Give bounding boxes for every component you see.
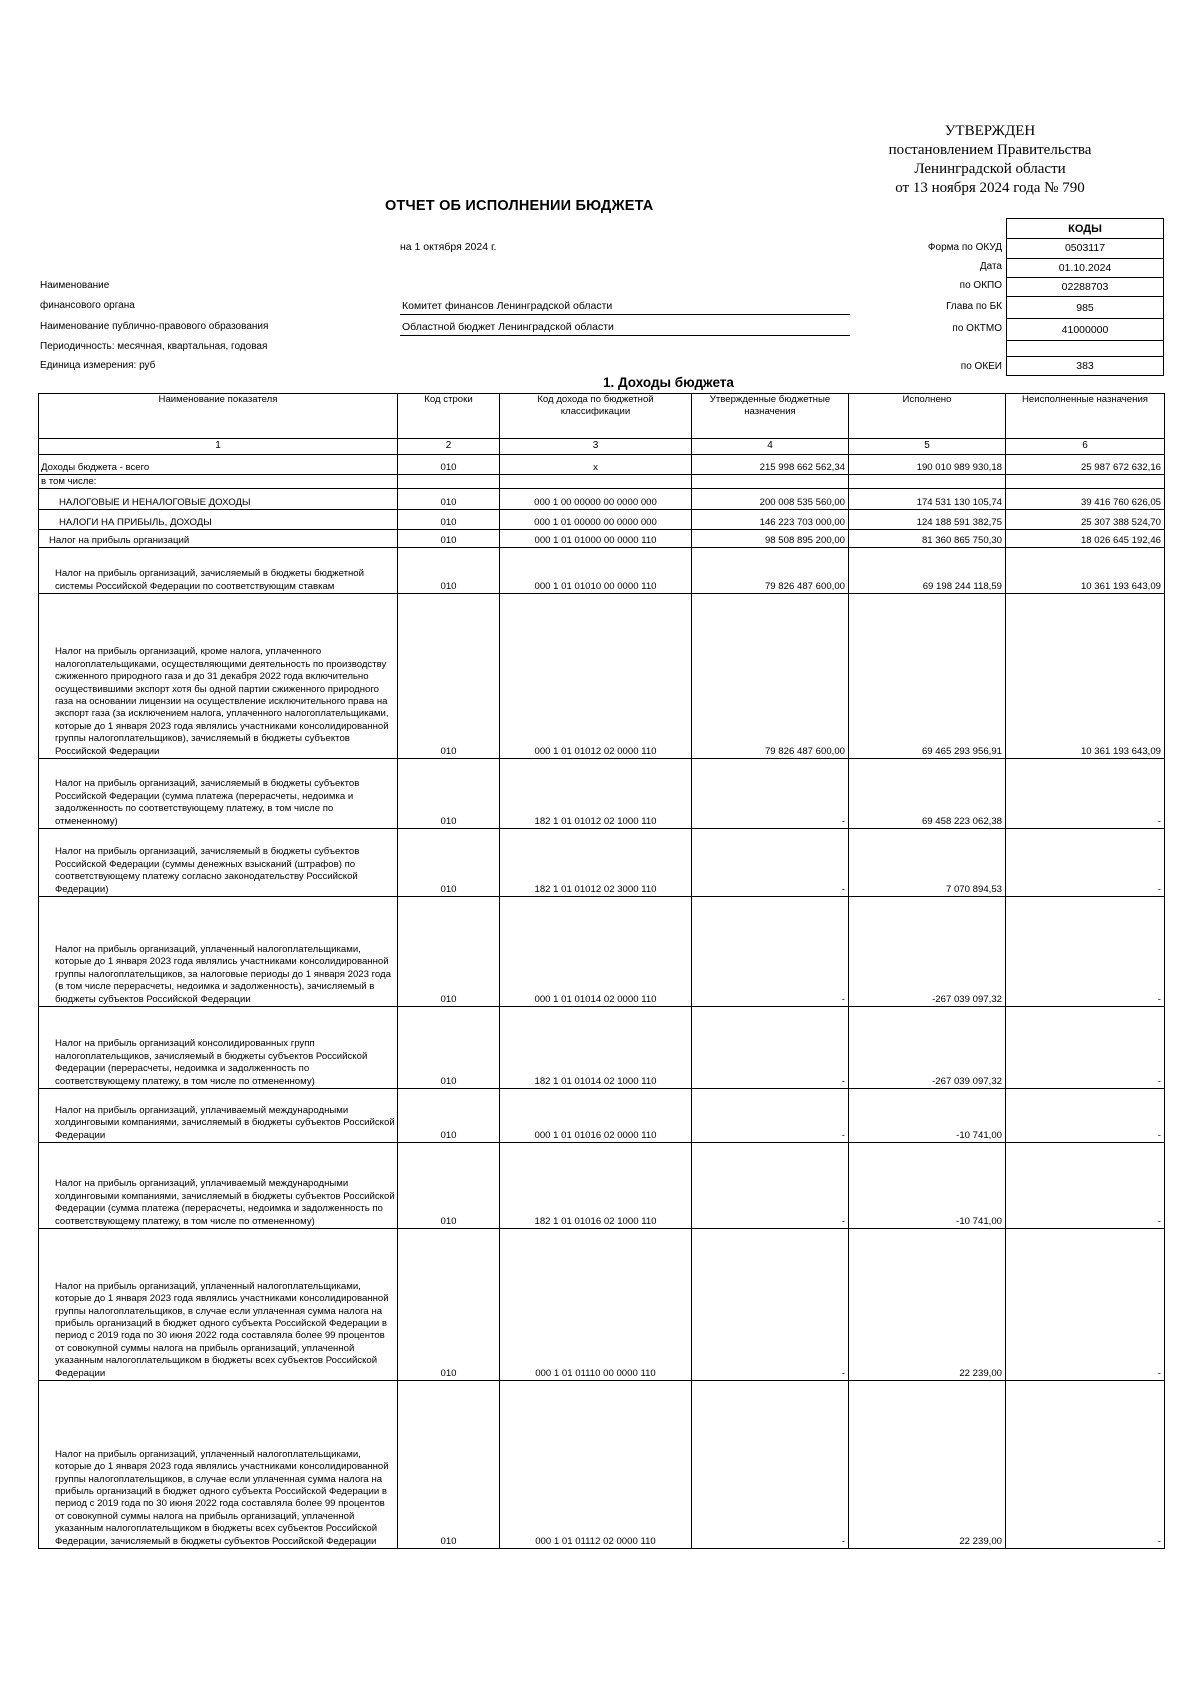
cell-code: 000 1 01 01012 02 0000 110 <box>500 594 692 759</box>
cell-line: 010 <box>398 759 500 829</box>
label-okud: Форма по ОКУД <box>927 242 1002 253</box>
col-header-unexecuted: Неисполненные назначения <box>1006 394 1165 439</box>
cell-approved: - <box>692 1143 849 1229</box>
cell-code: 000 1 01 01110 00 0000 110 <box>500 1229 692 1381</box>
cell-line: 010 <box>398 1381 500 1549</box>
codes-header: КОДЫ <box>1006 218 1164 239</box>
cell-approved: 215 998 662 562,34 <box>692 455 849 475</box>
cell-executed: 69 465 293 956,91 <box>849 594 1006 759</box>
cell-name: в том числе: <box>39 475 398 489</box>
table-row <box>39 1381 1165 1549</box>
cell-name: Налог на прибыль организаций <box>39 530 398 548</box>
label-glava-bk: Глава по БК <box>946 301 1002 312</box>
cell-line: 010 <box>398 897 500 1007</box>
cell-executed: 174 531 130 105,74 <box>849 489 1006 510</box>
cell-name: Налог на прибыль организаций, зачисляемый в бюджеты субъектов Российской Федерации (сумма платежа (перерасчеты, недоимка и задолженность по соответствующему платежу, в том числе по отмененному) <box>39 759 398 829</box>
table-header-row <box>39 394 1165 439</box>
codes-box <box>1006 238 1164 376</box>
approval-line-2: постановлением Правительства <box>888 142 1092 158</box>
cell-name: Налог на прибыль организаций, уплаченный налогоплательщиками, которые до 1 января 2023 года являлись участниками консолидированной группы налогоплательщиков, в случае если уплаченная сумма налога на прибыль организаций в бюджет одного субъекта Российской Федерации в период с 2019 года по 30 июня 2022 года составляла более 99 процентов от совокупной суммы налога на прибыль организаций, уплаченной указанным налогоплательщиком в бюджеты всех субъектов Российской Федерации <box>39 1229 398 1381</box>
cell-approved: - <box>692 1229 849 1381</box>
report-date: на 1 октября 2024 г. <box>400 241 497 253</box>
cell-line: 010 <box>398 594 500 759</box>
table-row <box>39 1007 1165 1089</box>
cell-unexecuted: - <box>1006 1381 1165 1549</box>
cell-code: x <box>500 455 692 475</box>
approval-line-3: Ленинградской области <box>914 161 1066 177</box>
cell-unexecuted: - <box>1006 1007 1165 1089</box>
cell-line: 010 <box>398 829 500 897</box>
cell-unexecuted <box>1006 475 1165 489</box>
cell-code: 182 1 01 01014 02 1000 110 <box>500 1007 692 1089</box>
unit-of-measure: Единица измерения: руб <box>40 360 156 371</box>
cell-approved: 98 508 895 200,00 <box>692 530 849 548</box>
cell-unexecuted: 10 361 193 643,09 <box>1006 548 1165 594</box>
cell-name: НАЛОГОВЫЕ И НЕНАЛОГОВЫЕ ДОХОДЫ <box>39 489 398 510</box>
cell-approved: - <box>692 829 849 897</box>
pub-entity-underline <box>400 335 850 336</box>
table-row <box>39 530 1165 548</box>
cell-approved: 79 826 487 600,00 <box>692 594 849 759</box>
cell-line: 010 <box>398 530 500 548</box>
cell-code <box>500 475 692 489</box>
code-glava-bk: 985 <box>1007 296 1163 319</box>
cell-unexecuted: - <box>1006 1143 1165 1229</box>
col-num: 6 <box>1006 439 1165 455</box>
cell-executed: -10 741,00 <box>849 1143 1006 1229</box>
table-row <box>39 548 1165 594</box>
cell-line: 010 <box>398 455 500 475</box>
cell-unexecuted: 39 416 760 626,05 <box>1006 489 1165 510</box>
cell-code: 182 1 01 01012 02 3000 110 <box>500 829 692 897</box>
cell-executed: -267 039 097,32 <box>849 897 1006 1007</box>
cell-executed <box>849 475 1006 489</box>
cell-approved: - <box>692 897 849 1007</box>
label-oktmo: по ОКТМО <box>952 323 1002 334</box>
cell-name: Доходы бюджета - всего <box>39 455 398 475</box>
code-oktmo: 41000000 <box>1007 318 1163 341</box>
name-label-2: финансового органа <box>40 300 135 311</box>
column-number-row <box>39 439 1165 455</box>
cell-name: Налог на прибыль организаций, зачисляемый в бюджеты субъектов Российской Федерации (суммы денежных взысканий (штрафов) по соответствующему платежу согласно законодательству Российской Федерации) <box>39 829 398 897</box>
label-okei: по ОКЕИ <box>960 361 1002 372</box>
cell-approved: - <box>692 1007 849 1089</box>
cell-executed: 22 239,00 <box>849 1229 1006 1381</box>
cell-executed: 22 239,00 <box>849 1381 1006 1549</box>
pub-entity-value: Областной бюджет Ленинградской области <box>402 321 614 333</box>
table-row <box>39 489 1165 510</box>
table-row <box>39 1089 1165 1143</box>
cell-name: Налог на прибыль организаций, кроме налога, уплаченного налогоплательщиками, осуществляющими деятельность по производству сжиженного природного газа и до 31 декабря 2022 года включительно осуществившими экспорт хотя бы одной партии сжиженного природного газа на основании лицензии на осуществление исключительного права на экспорт газа (за исключением налога, уплаченного налогоплательщиками, которые до 1 января 2023 года являлись участниками консолидированной группы налогоплательщиков), зачисляемый в бюджеты субъектов Российской Федерации <box>39 594 398 759</box>
table-row <box>39 594 1165 759</box>
cell-name: Налог на прибыль организаций, уплачиваемый международными холдинговыми компаниями, зачисляемый в бюджеты субъектов Российской Федерации (сумма платежа (перерасчеты, недоимка и задолженность по соответствующему платежу, в том числе по отмененному) <box>39 1143 398 1229</box>
label-date: Дата <box>979 261 1002 272</box>
col-num: 4 <box>692 439 849 455</box>
cell-unexecuted: 18 026 645 192,46 <box>1006 530 1165 548</box>
col-header-name: Наименование показателя <box>39 394 398 439</box>
cell-line: 010 <box>398 1007 500 1089</box>
table-row <box>39 1229 1165 1381</box>
cell-name: Налог на прибыль организаций, уплаченный налогоплательщиками, которые до 1 января 2023 года являлись участниками консолидированной группы налогоплательщиков, за налоговые периоды до 1 января 2023 года (в том числе перерасчеты, недоимка и задолженность), зачисляемый в бюджеты субъектов Российской Федерации <box>39 897 398 1007</box>
code-okpo: 02288703 <box>1007 277 1163 297</box>
label-okpo: по ОКПО <box>959 280 1002 291</box>
cell-approved <box>692 475 849 489</box>
cell-code: 000 1 01 01000 00 0000 110 <box>500 530 692 548</box>
cell-unexecuted: - <box>1006 897 1165 1007</box>
cell-executed: -267 039 097,32 <box>849 1007 1006 1089</box>
cell-line: 010 <box>398 1229 500 1381</box>
cell-executed: 190 010 989 930,18 <box>849 455 1006 475</box>
cell-code: 000 1 01 01016 02 0000 110 <box>500 1089 692 1143</box>
cell-name: Налог на прибыль организаций, уплачиваемый международными холдинговыми компаниями, зачисляемый в бюджеты субъектов Российской Федерации <box>39 1089 398 1143</box>
report-title: ОТЧЕТ ОБ ИСПОЛНЕНИИ БЮДЖЕТА <box>385 198 654 214</box>
cell-approved: 146 223 703 000,00 <box>692 510 849 530</box>
name-label-1: Наименование <box>40 280 110 291</box>
table-row <box>39 897 1165 1007</box>
cell-code: 000 1 01 01112 02 0000 110 <box>500 1381 692 1549</box>
approval-block <box>840 122 1140 198</box>
col-num: 2 <box>398 439 500 455</box>
table-row <box>39 829 1165 897</box>
approval-line-1: УТВЕРЖДЕН <box>944 123 1036 139</box>
code-empty <box>1007 340 1163 357</box>
table-row <box>39 1143 1165 1229</box>
col-header-executed: Исполнено <box>849 394 1006 439</box>
table-row <box>39 455 1165 475</box>
cell-name: Налог на прибыль организаций, зачисляемый в бюджеты бюджетной системы Российской Федерации по соответствующим ставкам <box>39 548 398 594</box>
col-num: 5 <box>849 439 1006 455</box>
col-num: 3 <box>500 439 692 455</box>
cell-approved: 79 826 487 600,00 <box>692 548 849 594</box>
cell-name: НАЛОГИ НА ПРИБЫЛЬ, ДОХОДЫ <box>39 510 398 530</box>
cell-executed: 7 070 894,53 <box>849 829 1006 897</box>
cell-approved: - <box>692 1381 849 1549</box>
cell-line: 010 <box>398 548 500 594</box>
col-header-code: Код дохода по бюджетной классификации <box>500 394 692 439</box>
cell-line: 010 <box>398 1143 500 1229</box>
cell-code: 000 1 00 00000 00 0000 000 <box>500 489 692 510</box>
code-date: 01.10.2024 <box>1007 258 1163 278</box>
cell-code: 182 1 01 01012 02 1000 110 <box>500 759 692 829</box>
table-row <box>39 510 1165 530</box>
cell-approved: 200 008 535 560,00 <box>692 489 849 510</box>
cell-unexecuted: - <box>1006 829 1165 897</box>
cell-code: 000 1 01 01010 00 0000 110 <box>500 548 692 594</box>
table-row <box>39 475 1165 489</box>
pub-entity-label: Наименование публично-правового образования <box>40 321 269 332</box>
cell-executed: 124 188 591 382,75 <box>849 510 1006 530</box>
col-header-approved: Утвержденные бюджетные назначения <box>692 394 849 439</box>
code-okei: 383 <box>1007 356 1163 376</box>
fin-organ-underline <box>400 314 850 315</box>
cell-approved: - <box>692 1089 849 1143</box>
cell-name: Налог на прибыль организаций, уплаченный налогоплательщиками, которые до 1 января 2023 года являлись участниками консолидированной группы налогоплательщиков, в случае если уплаченная сумма налога на прибыль организаций в бюджет одного субъекта Российской Федерации в период с 2019 года по 30 июня 2022 года составляла более 99 процентов от совокупной суммы налога на прибыль организаций, уплаченной указанным налогоплательщиком в бюджеты всех субъектов Российской Федерации, зачисляемый в бюджеты субъектов Российской Федерации <box>39 1381 398 1549</box>
fin-organ-value: Комитет финансов Ленинградской области <box>402 300 613 312</box>
table-row <box>39 759 1165 829</box>
col-header-line: Код строки <box>398 394 500 439</box>
cell-line: 010 <box>398 1089 500 1143</box>
income-table <box>38 393 1165 1549</box>
col-num: 1 <box>39 439 398 455</box>
code-okud: 0503117 <box>1064 242 1106 254</box>
cell-unexecuted: 25 307 388 524,70 <box>1006 510 1165 530</box>
periodicity: Периодичность: месячная, квартальная, годовая <box>40 341 268 352</box>
cell-unexecuted: 25 987 672 632,16 <box>1006 455 1165 475</box>
cell-unexecuted: - <box>1006 1089 1165 1143</box>
cell-code: 182 1 01 01016 02 1000 110 <box>500 1143 692 1229</box>
cell-line: 010 <box>398 510 500 530</box>
cell-line <box>398 475 500 489</box>
cell-line: 010 <box>398 489 500 510</box>
cell-name: Налог на прибыль организаций консолидированных групп налогоплательщиков, зачисляемый в бюджеты субъектов Российской Федерации (перерасчеты, недоимка и задолженность по соответствующему платежу, в том числе по отмененному) <box>39 1007 398 1089</box>
cell-executed: 69 458 223 062,38 <box>849 759 1006 829</box>
cell-unexecuted: - <box>1006 1229 1165 1381</box>
cell-executed: 69 198 244 118,59 <box>849 548 1006 594</box>
cell-code: 000 1 01 01014 02 0000 110 <box>500 897 692 1007</box>
cell-approved: - <box>692 759 849 829</box>
approval-line-4: от 13 ноября 2024 года № 790 <box>895 180 1085 196</box>
cell-executed: 81 360 865 750,30 <box>849 530 1006 548</box>
section-title: 1. Доходы бюджета <box>603 375 734 390</box>
cell-unexecuted: - <box>1006 759 1165 829</box>
cell-code: 000 1 01 00000 00 0000 000 <box>500 510 692 530</box>
cell-unexecuted: 10 361 193 643,09 <box>1006 594 1165 759</box>
cell-executed: -10 741,00 <box>849 1089 1006 1143</box>
